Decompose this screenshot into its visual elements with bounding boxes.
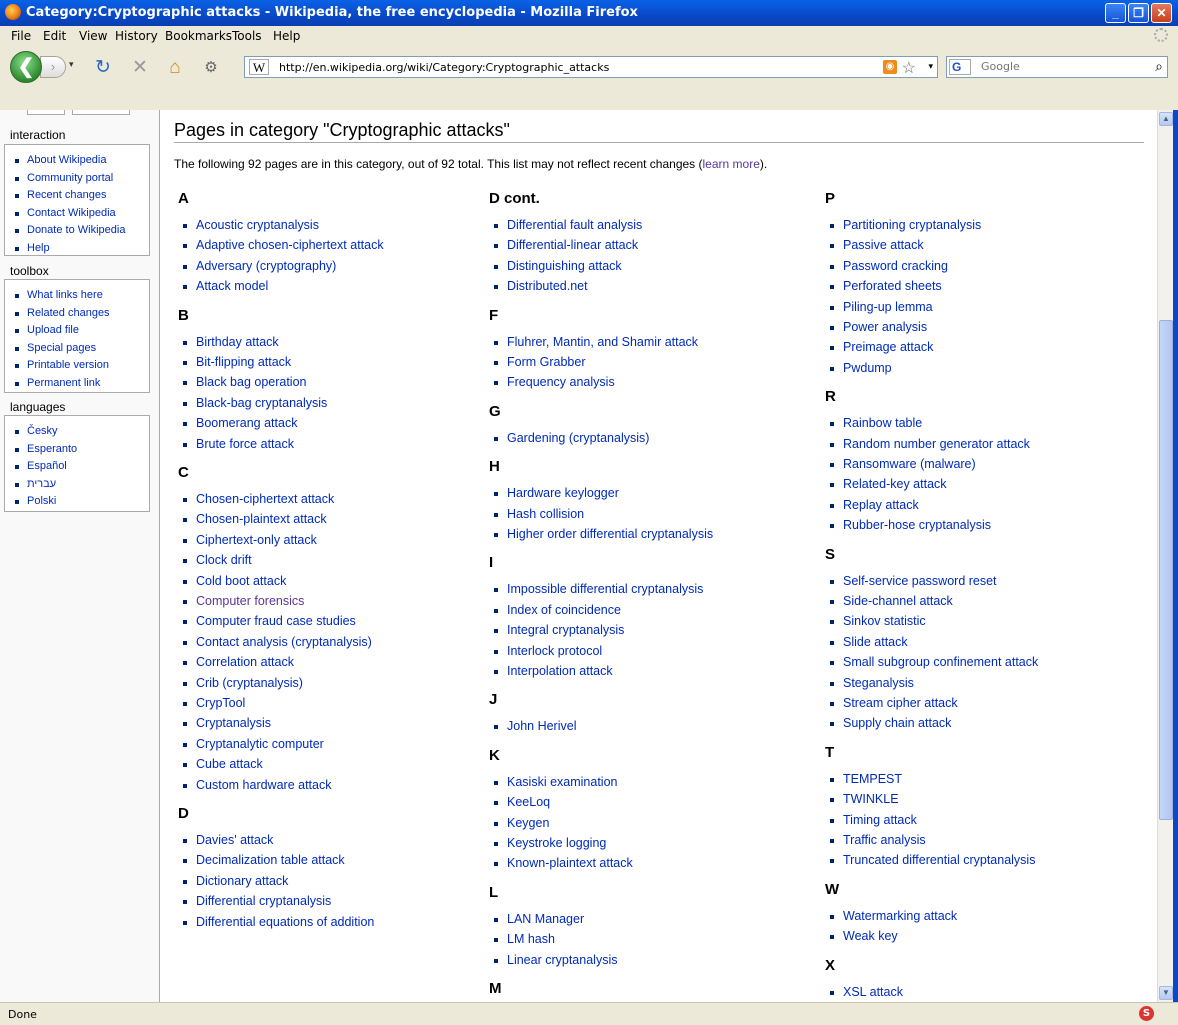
menu-help[interactable]: Help <box>273 29 301 43</box>
category-link-differential-cryptanalysis[interactable]: Differential cryptanalysis <box>196 894 332 909</box>
category-link-john-herivel[interactable]: John Herivel <box>507 719 577 734</box>
bullet-icon <box>183 722 187 726</box>
category-link-brute-force-attack[interactable]: Brute force attack <box>196 436 294 451</box>
category-link-cube-attack[interactable]: Cube attack <box>196 757 263 772</box>
category-link-correlation-attack[interactable]: Correlation attack <box>196 655 294 670</box>
bullet-icon <box>15 329 19 333</box>
bullet-icon <box>183 784 187 788</box>
category-link-decimalization-table-attack[interactable]: Decimalization table attack <box>196 853 345 868</box>
url-text[interactable]: http://en.wikipedia.org/wiki/Category:Cryptographic_attacks <box>279 61 610 74</box>
sidebar-link-languages-1[interactable]: Esperanto <box>27 442 78 455</box>
category-link-linear-cryptanalysis[interactable]: Linear cryptanalysis <box>507 952 618 967</box>
reload-button[interactable]: ↻ <box>95 57 111 78</box>
bullet-icon <box>183 422 187 426</box>
close-button[interactable]: ✕ <box>1151 3 1172 23</box>
section-letter: F <box>489 306 499 324</box>
sidebar-link-toolbox-3[interactable]: Special pages <box>27 341 97 354</box>
section-letter: D cont. <box>489 190 540 207</box>
section-letter: I <box>489 554 494 572</box>
bullet-icon <box>830 722 834 726</box>
category-link-interpolation-attack[interactable]: Interpolation attack <box>507 664 613 678</box>
google-icon[interactable]: G <box>949 59 971 75</box>
bullet-icon <box>15 430 19 434</box>
bullet-icon <box>494 609 498 613</box>
bullet-icon <box>830 859 834 863</box>
bullet-icon <box>494 533 498 537</box>
bullet-icon <box>830 819 834 823</box>
bullet-icon <box>183 839 187 843</box>
bullet-icon <box>15 177 19 181</box>
category-link-index-of-coincidence[interactable]: Index of coincidence <box>507 602 621 617</box>
sidebar-link-interaction-3[interactable]: Contact Wikipedia <box>27 206 116 219</box>
section-letter: J <box>489 691 498 709</box>
category-link-random-number-generator-attack[interactable]: Random number generator attack <box>843 436 1030 451</box>
bullet-icon <box>494 437 498 441</box>
bullet-icon <box>494 629 498 633</box>
toolbox-heading: toolbox <box>10 264 49 278</box>
bullet-icon <box>830 463 834 467</box>
category-link-watermarking-attack[interactable]: Watermarking attack <box>843 908 958 923</box>
category-link-acoustic-cryptanalysis[interactable]: Acoustic cryptanalysis <box>196 218 319 232</box>
bullet-icon <box>183 661 187 665</box>
sidebar-link-toolbox-4[interactable]: Printable version <box>27 359 109 372</box>
bullet-icon <box>183 880 187 884</box>
bullet-icon <box>183 224 187 228</box>
category-link-ciphertext-only-attack[interactable]: Ciphertext-only attack <box>196 532 317 547</box>
bullet-icon <box>183 620 187 624</box>
bullet-icon <box>15 483 19 487</box>
bullet-icon <box>183 341 187 345</box>
category-link-clock-drift[interactable]: Clock drift <box>196 553 252 568</box>
section-letter: K <box>489 746 500 764</box>
category-link-interlock-protocol[interactable]: Interlock protocol <box>507 643 603 658</box>
maximize-button[interactable]: ❐ <box>1128 3 1149 23</box>
bullet-icon <box>830 422 834 426</box>
bullet-icon <box>494 381 498 385</box>
category-link-self-service-password-reset[interactable]: Self-service password reset <box>843 573 997 588</box>
languages-heading: languages <box>10 400 66 414</box>
bookmarks-toolbar <box>0 88 1178 111</box>
category-link-keygen[interactable]: Keygen <box>507 815 550 830</box>
search-go-button-stub[interactable] <box>27 110 65 115</box>
category-link-form-grabber[interactable]: Form Grabber <box>507 355 586 369</box>
bullet-icon <box>830 306 834 310</box>
section-letter: C <box>178 464 189 481</box>
bullet-icon <box>183 743 187 747</box>
search-button-stub[interactable] <box>72 110 130 115</box>
bullet-icon <box>15 347 19 351</box>
intro-text: The following 92 pages are in this category, out of 92 total. This list may not reflect recent changes ( <box>174 157 703 171</box>
bullet-icon <box>183 265 187 269</box>
bullet-icon <box>830 778 834 782</box>
section-letter: M <box>489 980 502 997</box>
category-link-birthday-attack[interactable]: Birthday attack <box>196 334 279 349</box>
bullet-icon <box>494 285 498 289</box>
bullet-icon <box>830 915 834 919</box>
section-letter: S <box>825 545 836 563</box>
category-link-preimage-attack[interactable]: Preimage attack <box>843 340 934 355</box>
bullet-icon <box>830 524 834 528</box>
category-link-weak-key[interactable]: Weak key <box>843 929 898 944</box>
menu-bookmarks[interactable]: Bookmarks <box>165 29 233 43</box>
bullet-icon <box>15 159 19 163</box>
category-link-cryptanalysis[interactable]: Cryptanalysis <box>196 716 272 731</box>
navigation-toolbar <box>0 46 1178 89</box>
bullet-icon <box>494 822 498 826</box>
category-link-known-plaintext-attack[interactable]: Known-plaintext attack <box>507 856 633 871</box>
category-link-differential-linear-attack[interactable]: Differential-linear attack <box>507 238 639 253</box>
bullet-icon <box>183 580 187 584</box>
category-link-lan-manager[interactable]: LAN Manager <box>507 911 585 926</box>
bullet-icon <box>15 212 19 216</box>
bullet-icon <box>830 285 834 289</box>
search-input[interactable] <box>979 59 1143 74</box>
rss-feed-icon[interactable]: ◉ <box>883 60 897 74</box>
bullet-icon <box>15 229 19 233</box>
category-link-rainbow-table[interactable]: Rainbow table <box>843 416 923 431</box>
bullet-icon <box>494 244 498 248</box>
bullet-icon <box>494 265 498 269</box>
window-titlebar <box>0 0 1178 26</box>
bullet-icon <box>830 935 834 939</box>
address-bar[interactable] <box>244 56 938 78</box>
bullet-icon <box>15 247 19 251</box>
category-link-custom-hardware-attack[interactable]: Custom hardware attack <box>196 777 332 792</box>
bullet-icon <box>830 620 834 624</box>
bullet-icon <box>494 650 498 654</box>
category-link-sinkov-statistic[interactable]: Sinkov statistic <box>843 614 926 629</box>
category-link-integral-cryptanalysis[interactable]: Integral cryptanalysis <box>507 623 625 638</box>
category-link-lm-hash[interactable]: LM hash <box>507 932 555 947</box>
stop-button[interactable]: ✕ <box>132 57 148 78</box>
throbber-icon <box>1154 28 1168 42</box>
bullet-icon <box>830 702 834 706</box>
toolbox-portlet <box>4 279 150 393</box>
bullet-icon <box>15 448 19 452</box>
category-link-adversary-cryptography[interactable]: Adversary (cryptography) <box>196 258 337 273</box>
bullet-icon <box>183 285 187 289</box>
sidebar-link-interaction-0[interactable]: About Wikipedia <box>27 154 107 166</box>
category-link-differential-fault-analysis[interactable]: Differential fault analysis <box>507 218 643 232</box>
sidebar-link-languages-2[interactable]: Español <box>27 460 67 473</box>
sidebar-link-languages-0[interactable]: Česky <box>27 425 58 437</box>
bullet-icon <box>494 781 498 785</box>
category-link-perforated-sheets[interactable]: Perforated sheets <box>843 279 942 294</box>
category-link-davies-attack[interactable]: Davies' attack <box>196 833 274 847</box>
category-link-keystroke-logging[interactable]: Keystroke logging <box>507 836 607 850</box>
category-link-adaptive-chosen-ciphertext-attack[interactable]: Adaptive chosen-ciphertext attack <box>196 238 384 253</box>
bullet-icon <box>494 224 498 228</box>
sidebar-link-toolbox-1[interactable]: Related changes <box>27 306 110 319</box>
bullet-icon <box>494 492 498 496</box>
bullet-icon <box>183 600 187 604</box>
sidebar-link-interaction-5[interactable]: Help <box>27 242 50 254</box>
window-title: Category:Cryptographic attacks - Wikipedia, the free encyclopedia - Mozilla Firefox <box>26 5 638 20</box>
extension-icon[interactable]: ⚙ <box>204 59 218 76</box>
category-link-impossible-differential-cryptanalysis[interactable]: Impossible differential cryptanalysis <box>507 582 704 597</box>
bullet-icon <box>494 918 498 922</box>
bullet-icon <box>494 959 498 963</box>
category-link-tempest[interactable]: TEMPEST <box>843 771 903 786</box>
bullet-icon <box>183 763 187 767</box>
category-link-cold-boot-attack[interactable]: Cold boot attack <box>196 573 287 588</box>
bullet-icon <box>830 265 834 269</box>
bullet-icon <box>15 500 19 504</box>
page-heading: Pages in category "Cryptographic attacks" <box>174 120 510 140</box>
bullet-icon <box>494 588 498 592</box>
home-button[interactable]: ⌂ <box>169 57 181 78</box>
section-letter: B <box>178 306 189 324</box>
bullet-icon <box>15 312 19 316</box>
search-bar[interactable] <box>946 56 1168 78</box>
category-link-computer-fraud-case-studies[interactable]: Computer fraud case studies <box>196 614 356 629</box>
category-link-ransomware-malware[interactable]: Ransomware (malware) <box>843 457 976 471</box>
bullet-icon <box>183 921 187 925</box>
category-link-power-analysis[interactable]: Power analysis <box>843 320 928 334</box>
menu-bar <box>0 26 1178 46</box>
category-link-side-channel-attack[interactable]: Side-channel attack <box>843 594 953 608</box>
category-link-partitioning-cryptanalysis[interactable]: Partitioning cryptanalysis <box>843 218 982 232</box>
category-link-password-cracking[interactable]: Password cracking <box>843 258 948 273</box>
bullet-icon <box>830 839 834 843</box>
category-link-related-key-attack[interactable]: Related-key attack <box>843 477 947 492</box>
sidebar-link-interaction-1[interactable]: Community portal <box>27 171 114 184</box>
category-link-attack-model[interactable]: Attack model <box>196 279 269 294</box>
bullet-icon <box>494 938 498 942</box>
bullet-icon <box>830 346 834 350</box>
category-link-truncated-differential-cryptanalysis[interactable]: Truncated differential cryptanalysis <box>843 853 1036 868</box>
scroll-up-icon[interactable]: ▲ <box>1159 112 1173 126</box>
section-letter: T <box>825 743 835 761</box>
minimize-button[interactable]: _ <box>1105 3 1126 23</box>
menu-file[interactable]: File <box>11 29 32 43</box>
category-link-stream-cipher-attack[interactable]: Stream cipher attack <box>843 696 958 710</box>
bullet-icon <box>15 382 19 386</box>
category-link-frequency-analysis[interactable]: Frequency analysis <box>507 375 615 390</box>
bullet-icon <box>830 483 834 487</box>
window-frame-edge <box>1173 110 1178 1002</box>
bullet-icon <box>183 539 187 543</box>
category-link-contact-analysis-cryptanalysis[interactable]: Contact analysis (cryptanalysis) <box>196 634 372 649</box>
category-link-passive-attack[interactable]: Passive attack <box>843 238 924 253</box>
bullet-icon <box>15 294 19 298</box>
sidebar-link-languages-4[interactable]: Polski <box>27 495 57 508</box>
section-letter: A <box>178 190 189 207</box>
section-letter: R <box>825 388 836 406</box>
sidebar-link-interaction-2[interactable]: Recent changes <box>27 189 107 202</box>
category-intro <box>174 157 767 171</box>
bullet-icon <box>830 991 834 995</box>
bullet-icon <box>183 559 187 563</box>
category-link-differential-equations-of-addition[interactable]: Differential equations of addition <box>196 914 375 929</box>
section-letter: X <box>825 956 836 974</box>
content-area <box>159 110 1157 1002</box>
bullet-icon <box>183 498 187 502</box>
category-link-supply-chain-attack[interactable]: Supply chain attack <box>843 716 952 731</box>
bullet-icon <box>183 702 187 706</box>
bullet-icon <box>830 661 834 665</box>
category-link-pwdump[interactable]: Pwdump <box>843 360 892 375</box>
scroll-down-icon[interactable]: ▼ <box>1159 986 1173 1000</box>
category-link-fluhrer-mantin-and-shamir-attack[interactable]: Fluhrer, Mantin, and Shamir attack <box>507 334 699 349</box>
category-link-rubber-hose-cryptanalysis[interactable]: Rubber-hose cryptanalysis <box>843 518 991 533</box>
bullet-icon <box>830 682 834 686</box>
section-letter: G <box>489 402 501 420</box>
category-link-boomerang-attack[interactable]: Boomerang attack <box>196 416 298 431</box>
category-link-higher-order-differential-cryptanalysis[interactable]: Higher order differential cryptanalysis <box>507 527 714 541</box>
section-letter: L <box>489 883 499 901</box>
wikipedia-favicon-icon: W <box>249 59 269 75</box>
languages-portlet <box>4 415 150 512</box>
category-link-kasiski-examination[interactable]: Kasiski examination <box>507 774 618 789</box>
bullet-icon <box>183 641 187 645</box>
interaction-portlet <box>4 144 150 256</box>
bullet-icon <box>494 801 498 805</box>
bullet-icon <box>494 341 498 345</box>
bullet-icon <box>183 443 187 447</box>
category-link-hardware-keylogger[interactable]: Hardware keylogger <box>507 486 619 501</box>
category-link-distinguishing-attack[interactable]: Distinguishing attack <box>507 258 622 273</box>
noscript-icon[interactable]: S <box>1139 1006 1154 1021</box>
interaction-heading: interaction <box>10 128 66 142</box>
intro-text-end: ). <box>759 157 768 171</box>
category-link-computer-forensics[interactable]: Computer forensics <box>196 594 305 608</box>
category-link-piling-up-lemma[interactable]: Piling-up lemma <box>843 299 933 314</box>
page-content <box>0 110 1157 1002</box>
status-text: Done <box>8 1008 37 1021</box>
bullet-icon <box>494 862 498 866</box>
history-dropdown-icon[interactable]: ▾ <box>69 59 74 69</box>
category-link-small-subgroup-confinement-attack[interactable]: Small subgroup confinement attack <box>843 655 1039 670</box>
search-icon[interactable]: ⌕ <box>1155 58 1163 74</box>
category-link-timing-attack[interactable]: Timing attack <box>843 812 917 827</box>
bullet-icon <box>183 361 187 365</box>
menu-history[interactable]: History <box>115 29 158 43</box>
bullet-icon <box>183 244 187 248</box>
category-link-xsl-attack[interactable]: XSL attack <box>843 984 903 999</box>
category-link-replay-attack[interactable]: Replay attack <box>843 497 919 512</box>
bullet-icon <box>830 798 834 802</box>
category-link-gardening-cryptanalysis[interactable]: Gardening (cryptanalysis) <box>507 430 650 445</box>
heading-divider <box>174 142 1144 143</box>
category-link-chosen-plaintext-attack[interactable]: Chosen-plaintext attack <box>196 512 327 527</box>
bookmark-star-icon[interactable]: ☆ <box>901 60 916 77</box>
bullet-icon <box>15 465 19 469</box>
url-dropdown-icon[interactable]: ▾ <box>928 61 933 71</box>
bullet-icon <box>183 518 187 522</box>
sidebar-link-interaction-4[interactable]: Donate to Wikipedia <box>27 224 126 237</box>
menu-edit[interactable]: Edit <box>43 29 67 43</box>
bullet-icon <box>494 725 498 729</box>
sidebar-link-toolbox-2[interactable]: Upload file <box>27 324 79 337</box>
bullet-icon <box>830 367 834 371</box>
menu-tools[interactable]: Tools <box>232 29 262 43</box>
bullet-icon <box>494 513 498 517</box>
category-link-black-bag-operation[interactable]: Black bag operation <box>196 375 307 390</box>
bullet-icon <box>830 443 834 447</box>
bullet-icon <box>15 364 19 368</box>
category-link-steganalysis[interactable]: Steganalysis <box>843 675 914 690</box>
bullet-icon <box>494 361 498 365</box>
wiki-sidebar <box>0 110 160 1002</box>
bullet-icon <box>183 402 187 406</box>
category-link-distributed-net[interactable]: Distributed.net <box>507 279 588 294</box>
bullet-icon <box>494 670 498 674</box>
learn-more-link[interactable]: learn more <box>702 157 760 171</box>
bullet-icon <box>830 641 834 645</box>
bullet-icon <box>183 859 187 863</box>
section-letter: D <box>178 805 189 822</box>
bullet-icon <box>830 580 834 584</box>
bullet-icon <box>830 244 834 248</box>
category-link-hash-collision[interactable]: Hash collision <box>507 506 585 521</box>
bullet-icon <box>830 600 834 604</box>
category-link-cryptanalytic-computer[interactable]: Cryptanalytic computer <box>196 736 324 751</box>
status-bar <box>0 1002 1178 1025</box>
firefox-icon <box>5 4 21 20</box>
forward-button[interactable]: › <box>40 56 66 78</box>
sidebar-link-toolbox-0[interactable]: What links here <box>27 289 103 301</box>
bullet-icon <box>183 900 187 904</box>
back-button[interactable]: ❮ <box>10 51 42 83</box>
section-letter: P <box>825 190 836 207</box>
bullet-icon <box>15 194 19 198</box>
category-link-twinkle[interactable]: TWINKLE <box>843 792 899 807</box>
bullet-icon <box>830 326 834 330</box>
sidebar-link-languages-3[interactable]: עברית <box>27 477 57 490</box>
bullet-icon <box>494 842 498 846</box>
bullet-icon <box>183 682 187 686</box>
category-link-traffic-analysis[interactable]: Traffic analysis <box>843 833 926 847</box>
section-letter: W <box>825 880 840 898</box>
category-link-black-bag-cryptanalysis[interactable]: Black-bag cryptanalysis <box>196 395 328 410</box>
section-letter: H <box>489 458 500 476</box>
category-link-bit-flipping-attack[interactable]: Bit-flipping attack <box>196 355 292 369</box>
bullet-icon <box>830 504 834 508</box>
menu-view[interactable]: View <box>79 29 108 43</box>
sidebar-link-toolbox-5[interactable]: Permanent link <box>27 377 101 389</box>
category-link-keeloq[interactable]: KeeLoq <box>507 795 551 810</box>
category-link-chosen-ciphertext-attack[interactable]: Chosen-ciphertext attack <box>196 492 335 506</box>
vertical-scrollbar[interactable] <box>1157 110 1174 1002</box>
category-link-slide-attack[interactable]: Slide attack <box>843 634 908 649</box>
category-link-crib-cryptanalysis[interactable]: Crib (cryptanalysis) <box>196 675 303 690</box>
category-link-dictionary-attack[interactable]: Dictionary attack <box>196 873 289 888</box>
category-link-cryptool[interactable]: CrypTool <box>196 696 246 710</box>
bullet-icon <box>830 224 834 228</box>
bullet-icon <box>183 381 187 385</box>
scrollbar-thumb[interactable] <box>1159 320 1173 820</box>
